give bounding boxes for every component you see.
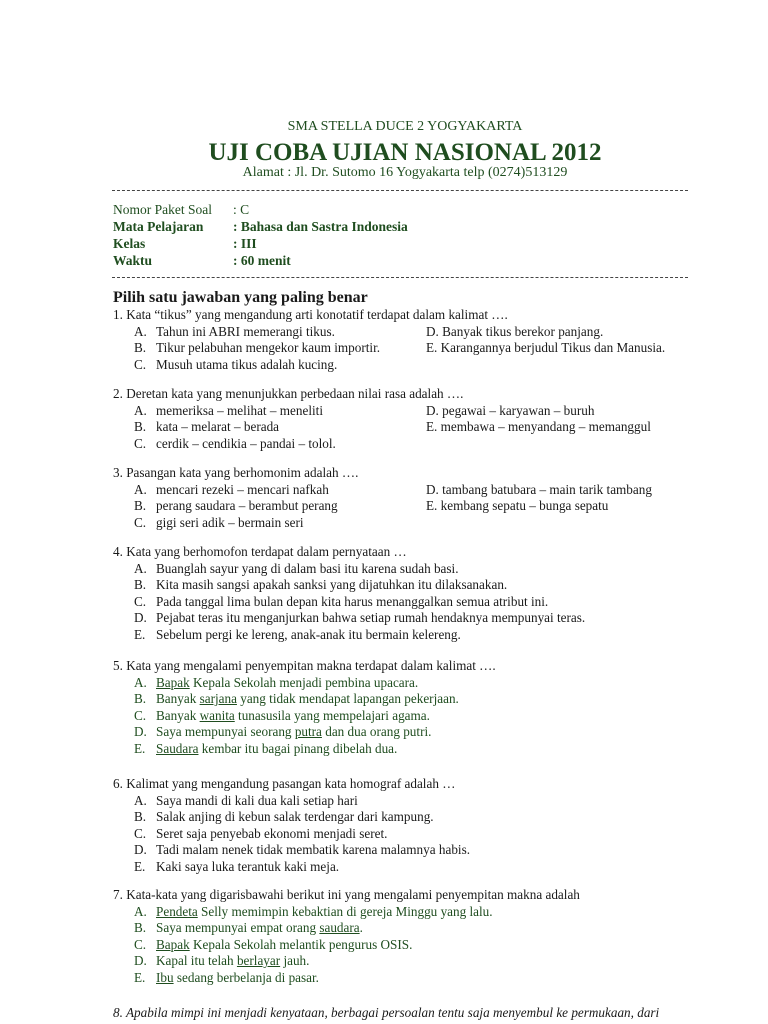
option-c[interactable]: cerdik – cendikia – pandai – tolol. (156, 435, 336, 451)
option-letter: E. (134, 740, 146, 756)
option-row (113, 809, 693, 826)
question-8: 8. Apabila mimpi ini menjadi kenyataan, berbagai persoalan tentu saja menyembul ke permukaan, dari (113, 1005, 660, 1020)
underlined-word: Bapak (156, 674, 190, 690)
question-stem: 1. Kata “tikus” yang mengandung arti konotatif terdapat dalam kalimat …. (113, 307, 508, 322)
option-row (113, 675, 693, 692)
exam-title: UJI COBA UJIAN NASIONAL 2012 (208, 139, 602, 166)
underlined-word: berlayar (236, 953, 281, 969)
option-letter: B. (134, 809, 147, 825)
underlined-word: Bapak (156, 936, 190, 952)
option-d[interactable]: D. pegawai – karyawan – buruh (426, 402, 595, 418)
option-row (113, 419, 693, 436)
text: . (359, 920, 363, 936)
option-letter: C. (134, 707, 147, 723)
question-1 (113, 307, 693, 373)
option-d[interactable]: Tadi malam nenek tidak membatik karena malamnya habis. (156, 842, 471, 858)
option-e[interactable] (156, 741, 397, 758)
question-stem: 6. Kalimat yang mengandung pasangan kata homograf adalah … (113, 776, 456, 791)
option-a[interactable] (156, 904, 493, 921)
option-letter: E. (134, 858, 146, 874)
info-value: : Bahasa dan Sastra Indonesia (233, 219, 408, 234)
info-label: Kelas (113, 236, 146, 251)
option-row (113, 482, 693, 499)
option-letter: D. (134, 724, 147, 740)
question-7 (113, 887, 693, 987)
option-b[interactable]: Tikur pelabuhan mengekor kaum importir. (156, 340, 381, 356)
question-4 (113, 544, 693, 644)
option-row (113, 594, 693, 611)
underlined-word: Pendeta (156, 903, 198, 919)
text: kembar itu bagai pinang dibelah dua. (198, 740, 398, 756)
question-stem: 7. Kata-kata yang digarisbawahi berikut ini yang mengalami penyempitan makna adalah (113, 887, 580, 902)
option-letter: A. (134, 481, 147, 497)
info-label: Mata Pelajaran (113, 219, 204, 234)
question-6 (113, 776, 693, 876)
info-value: : C (233, 202, 250, 217)
option-letter: C. (134, 593, 147, 609)
option-row (113, 577, 693, 594)
option-letter: B. (134, 340, 147, 356)
info-row-subject (113, 218, 408, 235)
option-e[interactable] (156, 970, 319, 987)
option-row (113, 793, 693, 810)
text: yang tidak mendapat lapangan pekerjaan. (236, 691, 459, 707)
option-d[interactable] (156, 724, 431, 741)
option-letter: C. (134, 825, 147, 841)
option-e[interactable]: Sebelum pergi ke lereng, anak-anak itu bermain kelereng. (156, 626, 461, 642)
question-5 (113, 658, 693, 758)
underlined-word: putra (294, 724, 322, 740)
info-label: Nomor Paket Soal (113, 202, 212, 217)
option-letter: E. (134, 969, 146, 985)
question-2 (113, 386, 693, 452)
underlined-word: Saudara (156, 740, 199, 756)
option-d[interactable]: Pejabat teras itu menganjurkan bahwa setiap rumah hendaknya mempunyai teras. (156, 610, 586, 626)
exam-info (113, 201, 408, 269)
option-letter: B. (134, 498, 147, 514)
text: Selly memimpin kebaktian di gereja Minggu yang lalu. (197, 903, 493, 919)
text: Kepala Sekolah melantik pengurus OSIS. (189, 936, 413, 952)
option-b[interactable] (156, 920, 363, 937)
instruction: Pilih satu jawaban yang paling benar (113, 289, 368, 306)
text: dan dua orang putri. (321, 724, 432, 740)
option-a[interactable] (156, 675, 418, 692)
divider-top (112, 190, 688, 191)
option-row (113, 498, 693, 515)
option-letter: C. (134, 936, 147, 952)
info-row-time (113, 252, 408, 269)
option-letter: C. (134, 435, 147, 451)
text: Banyak (156, 707, 200, 723)
option-row (113, 741, 693, 758)
option-row (113, 357, 693, 374)
question-stem: 2. Deretan kata yang menunjukkan perbedaan nilai rasa adalah …. (113, 386, 464, 401)
option-row (113, 340, 693, 357)
option-row (113, 436, 693, 453)
school-address: Alamat : Jl. Dr. Sutomo 16 Yogyakarta telp (0274)513129 (242, 165, 568, 180)
text: Banyak (156, 691, 200, 707)
option-a[interactable]: mencari rezeki – mencari nafkah (156, 481, 329, 497)
text: jauh. (280, 953, 310, 969)
text: Kepala Sekolah menjadi pembina upacara. (189, 674, 419, 690)
option-row (113, 691, 693, 708)
option-letter: A. (134, 323, 147, 339)
option-c[interactable]: Seret saja penyebab ekonomi menjadi seret. (156, 825, 388, 841)
text: Saya mempunyai seorang (156, 724, 295, 740)
text: Kapal itu telah (156, 953, 237, 969)
option-letter: B. (134, 419, 147, 435)
option-letter: B. (134, 920, 147, 936)
option-letter: D. (134, 953, 147, 969)
option-b[interactable]: perang saudara – berambut perang (156, 498, 338, 514)
text: sedang berbelanja di pasar. (173, 969, 319, 985)
option-a[interactable]: memeriksa – melihat – meneliti (156, 402, 323, 418)
option-letter: A. (134, 560, 147, 576)
option-row (113, 708, 693, 725)
option-a[interactable]: Tahun ini ABRI memerangi tikus. (156, 323, 335, 339)
divider-bottom (112, 277, 688, 278)
option-row (113, 324, 693, 341)
option-letter: A. (134, 402, 147, 418)
option-letter: D. (134, 610, 147, 626)
school-name: SMA STELLA DUCE 2 YOGYAKARTA (287, 119, 523, 134)
option-row (113, 953, 693, 970)
option-e[interactable]: E. kembang sepatu – bunga sepatu (426, 498, 609, 514)
underlined-word: wanita (199, 707, 235, 723)
option-row (113, 859, 693, 876)
option-row (113, 561, 693, 578)
info-value: : III (233, 236, 257, 251)
option-row (113, 610, 693, 627)
option-c[interactable] (156, 937, 412, 954)
option-letter: B. (134, 577, 147, 593)
underlined-word: sarjana (199, 691, 237, 707)
option-b[interactable]: Salak anjing di kebun salak terdengar dari kampung. (156, 809, 434, 825)
option-b[interactable]: kata – melarat – berada (156, 419, 280, 435)
option-e[interactable]: Kaki saya luka terantuk kaki meja. (156, 858, 340, 874)
option-row (113, 627, 693, 644)
option-letter: C. (134, 514, 147, 530)
info-row-class (113, 235, 408, 252)
option-d[interactable] (156, 953, 309, 970)
question-3 (113, 465, 693, 531)
option-c[interactable]: gigi seri adik – bermain seri (156, 514, 304, 530)
underlined-word: saudara (319, 920, 360, 936)
question-stem: 3. Pasangan kata yang berhomonim adalah …. (113, 465, 359, 480)
option-letter: E. (134, 626, 146, 642)
info-row-package (113, 201, 408, 218)
option-a[interactable]: Saya mandi di kali dua kali setiap hari (156, 792, 358, 808)
option-letter: A. (134, 903, 147, 919)
option-e[interactable]: E. Karangannya berjudul Tikus dan Manusia. (426, 340, 666, 356)
question-stem: 4. Kata yang berhomofon terdapat dalam pernyataan … (113, 544, 407, 559)
info-value: : 60 menit (233, 253, 291, 268)
text: Saya mempunyai empat orang (156, 920, 320, 936)
underlined-word: Ibu (156, 969, 174, 985)
option-row (113, 724, 693, 741)
option-c[interactable]: Pada tanggal lima bulan depan kita harus menanggalkan semua atribut ini. (156, 593, 549, 609)
option-row (113, 403, 693, 420)
option-row (113, 842, 693, 859)
option-d[interactable]: D. Banyak tikus berekor panjang. (426, 323, 604, 339)
option-d[interactable]: D. tambang batubara – main tarik tambang (426, 481, 652, 497)
option-c[interactable]: Musuh utama tikus adalah kucing. (156, 356, 338, 372)
info-label: Waktu (113, 253, 153, 268)
option-b[interactable]: Kita masih sangsi apakah sanksi yang dijatuhkan itu dilaksanakan. (156, 577, 508, 593)
option-b[interactable] (156, 691, 459, 708)
option-a[interactable]: Buanglah sayur yang di dalam basi itu karena sudah basi. (156, 560, 459, 576)
option-letter: A. (134, 674, 147, 690)
option-letter: D. (134, 842, 147, 858)
option-e[interactable]: E. membawa – menyandang – memanggul (426, 419, 651, 435)
option-row (113, 937, 693, 954)
option-row (113, 970, 693, 987)
option-row (113, 904, 693, 921)
option-row (113, 826, 693, 843)
option-letter: A. (134, 792, 147, 808)
option-letter: B. (134, 691, 147, 707)
option-row (113, 515, 693, 532)
option-row (113, 920, 693, 937)
option-letter: C. (134, 356, 147, 372)
option-c[interactable] (156, 708, 430, 725)
text: tunasusila yang mempelajari agama. (234, 707, 430, 723)
question-stem: 5. Kata yang mengalami penyempitan makna terdapat dalam kalimat …. (113, 658, 496, 673)
